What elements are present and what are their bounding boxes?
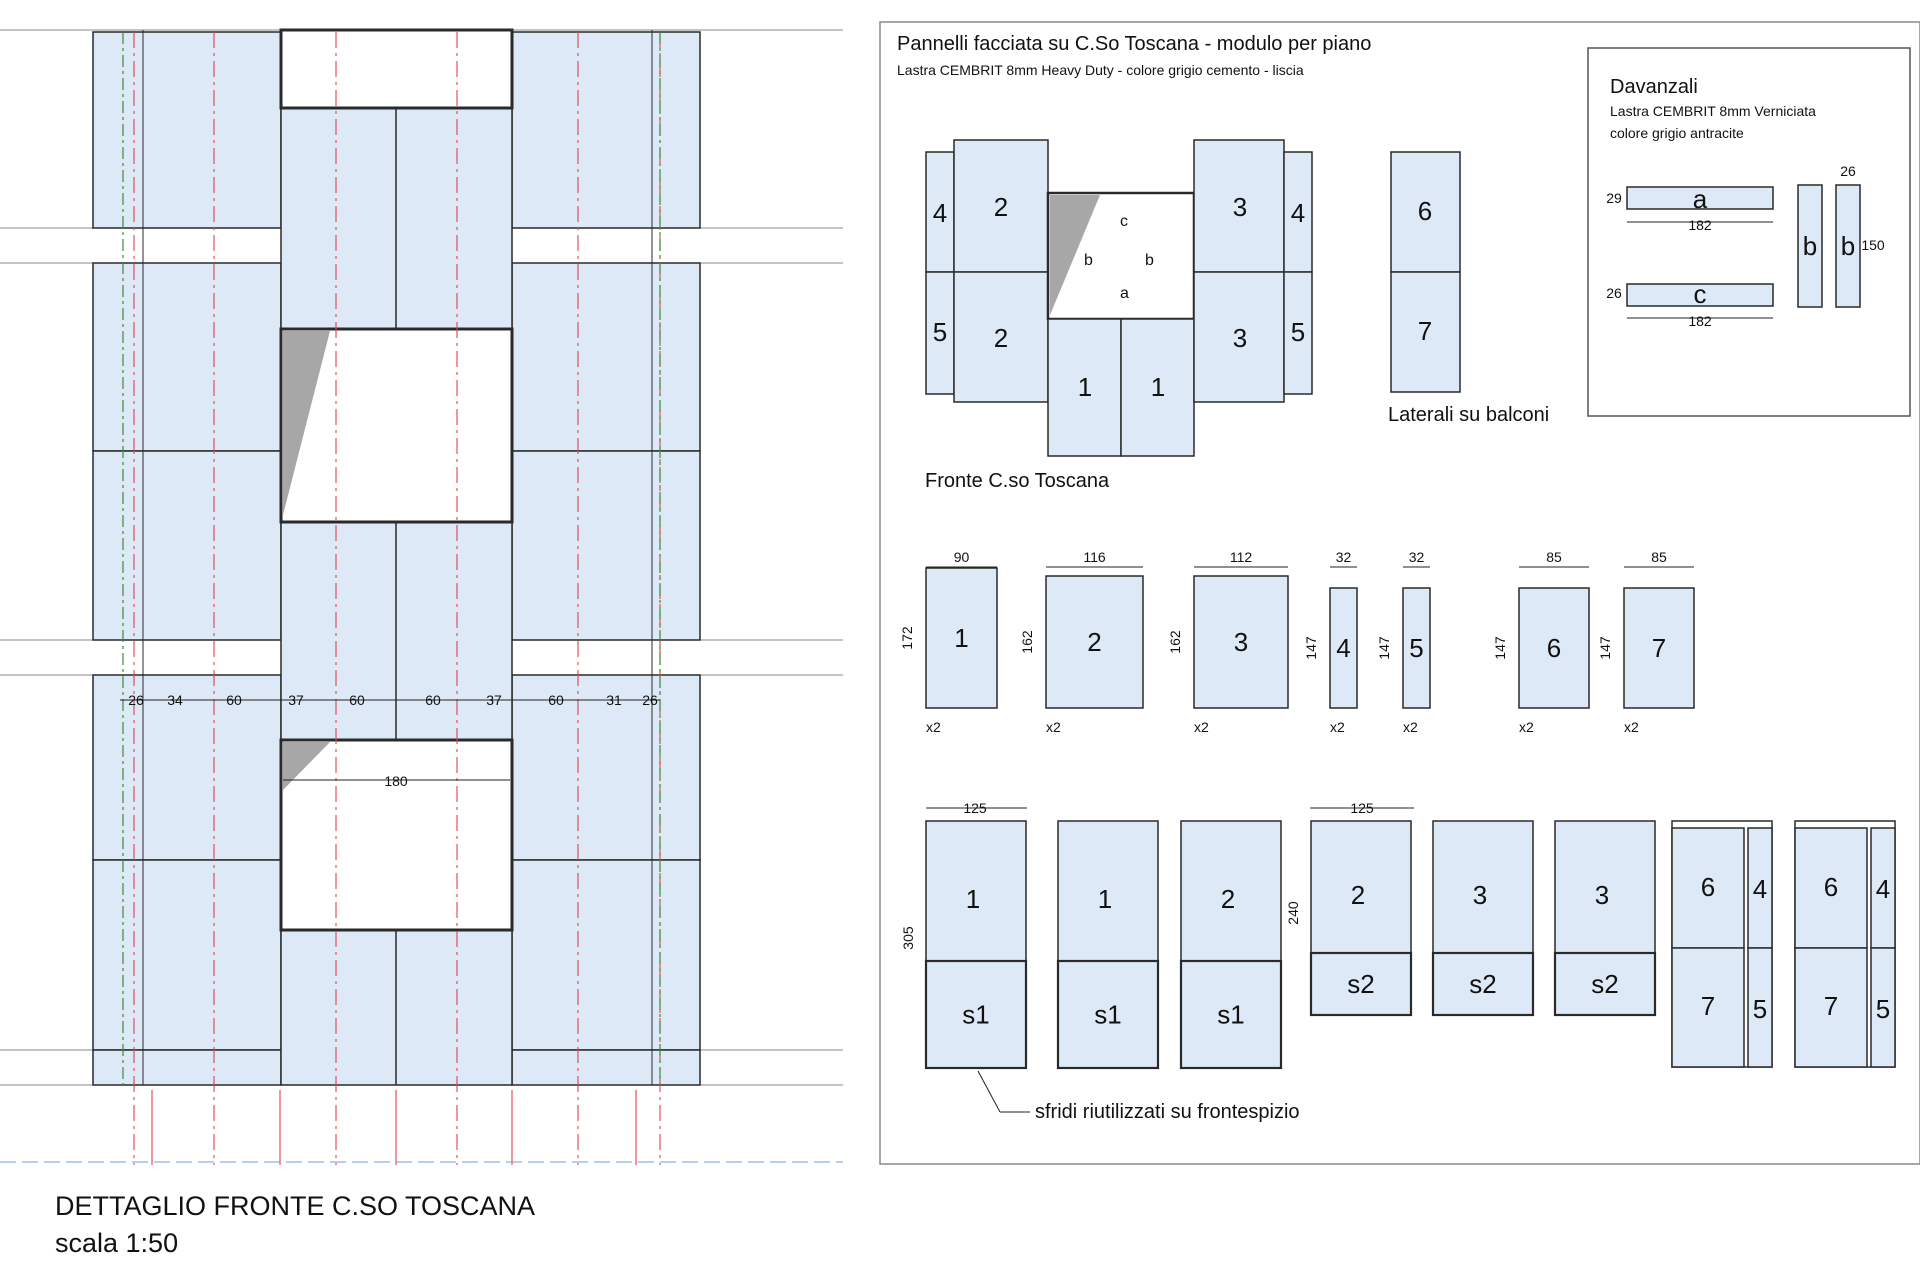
detail-title: DETTAGLIO FRONTE C.SO TOSCANA xyxy=(55,1191,536,1221)
catalog-panel-width: 85 xyxy=(1651,549,1667,565)
sheet-top-label: 3 xyxy=(1594,880,1610,910)
sheet-height-a: 305 xyxy=(900,926,916,950)
scrap-note: sfridi riutilizzati su frontespizio xyxy=(1035,1101,1300,1123)
left-pier-panels xyxy=(93,30,281,1085)
sill-a-width: 182 xyxy=(1688,217,1712,233)
catalog-panel-qty: x2 xyxy=(1403,719,1418,735)
dim-window-width: 180 xyxy=(384,773,408,789)
front-num-5-left: 5 xyxy=(932,317,948,347)
combo-label-5: 5 xyxy=(1752,994,1768,1024)
combo-label-4: 4 xyxy=(1752,874,1768,904)
front-num-3-top: 3 xyxy=(1232,192,1248,222)
catalog-panel-width: 90 xyxy=(953,549,970,565)
sill-label-b-right: b xyxy=(1145,252,1154,269)
front-label: Fronte C.so Toscana xyxy=(925,470,1110,492)
catalog-panel-label: 7 xyxy=(1651,633,1667,663)
catalog-panel-height: 147 xyxy=(1492,636,1508,660)
dim-31: 31 xyxy=(606,692,622,708)
front-num-4-right: 4 xyxy=(1290,198,1306,228)
balcony-label: Laterali su balconi xyxy=(1388,404,1550,426)
catalog-panel-height: 147 xyxy=(1597,636,1613,660)
dim-26-left: 26 xyxy=(128,692,144,708)
sheet-top-label: 1 xyxy=(1097,884,1113,914)
balcony-num-6: 6 xyxy=(1417,196,1433,226)
catalog-panel-width: 85 xyxy=(1546,549,1562,565)
right-pier-panels xyxy=(512,30,700,1085)
front-num-1-left: 1 xyxy=(1077,372,1093,402)
sheet-top-label: 3 xyxy=(1472,880,1488,910)
davanzali-title: Davanzali xyxy=(1610,76,1698,98)
sill-a-height: 29 xyxy=(1606,190,1622,206)
dim-37-b: 37 xyxy=(486,692,502,708)
catalog-panel-qty: x2 xyxy=(1046,719,1061,735)
scrap-label: s1 xyxy=(1094,999,1122,1030)
combo-label-7: 7 xyxy=(1823,991,1839,1021)
catalog-panel-width: 112 xyxy=(1229,549,1253,565)
dim-60-d: 60 xyxy=(548,692,564,708)
combo-label-5: 5 xyxy=(1875,994,1891,1024)
sheet-subtitle: Lastra CEMBRIT 8mm Heavy Duty - colore grigio cemento - liscia xyxy=(897,62,1304,78)
dim-60-a: 60 xyxy=(226,692,242,708)
dim-60-b: 60 xyxy=(349,692,365,708)
sheet-top-label: 2 xyxy=(1350,880,1366,910)
catalog-panel-qty: x2 xyxy=(1519,719,1534,735)
sheet-height-b: 240 xyxy=(1285,901,1301,925)
sheet-top-label: 2 xyxy=(1220,884,1236,914)
front-num-4-left: 4 xyxy=(932,198,948,228)
catalog-panel-label: 2 xyxy=(1087,627,1102,657)
combo-label-4: 4 xyxy=(1875,874,1891,904)
catalog-panel-height: 147 xyxy=(1376,636,1392,660)
dim-37-a: 37 xyxy=(288,692,304,708)
catalog-panel-label: 6 xyxy=(1546,633,1562,663)
front-num-5-right: 5 xyxy=(1290,317,1306,347)
sill-b-width: 26 xyxy=(1840,163,1856,179)
front-num-2-bottom: 2 xyxy=(993,323,1009,353)
sill-b-height: 150 xyxy=(1861,237,1885,253)
sill-c-label: c xyxy=(1693,279,1707,309)
catalog-panel-label: 5 xyxy=(1409,633,1424,663)
front-num-1-right: 1 xyxy=(1150,372,1166,402)
catalog-panel-label: 3 xyxy=(1233,627,1249,657)
dim-34: 34 xyxy=(167,692,183,708)
scrap-label: s1 xyxy=(1217,999,1245,1030)
catalog-panel-height: 147 xyxy=(1303,636,1319,660)
catalog-panel-width: 116 xyxy=(1083,549,1106,565)
sheet-title: Pannelli facciata su C.So Toscana - modulo per piano xyxy=(897,33,1372,55)
sill-label-a: a xyxy=(1120,285,1129,302)
dim-60-c: 60 xyxy=(425,692,441,708)
combo-label-6: 6 xyxy=(1823,872,1839,902)
sill-b-label-right: b xyxy=(1840,231,1856,261)
scrap-label: s2 xyxy=(1591,969,1619,999)
catalog-panel-qty: x2 xyxy=(1194,719,1209,735)
combo-label-7: 7 xyxy=(1700,991,1716,1021)
catalog-panel-qty: x2 xyxy=(1330,719,1345,735)
davanzali-line1: Lastra CEMBRIT 8mm Verniciata xyxy=(1610,103,1816,119)
davanzali-box xyxy=(1588,48,1910,416)
sill-a-label: a xyxy=(1692,184,1708,214)
central-panels xyxy=(281,108,512,1085)
combo-label-6: 6 xyxy=(1700,872,1716,902)
sheet-width-b: 125 xyxy=(1350,800,1374,816)
front-num-2-top: 2 xyxy=(993,192,1009,222)
catalog-panel-height: 172 xyxy=(899,626,915,650)
elevation-detail xyxy=(0,30,843,1258)
scrap-label: s1 xyxy=(962,999,990,1030)
davanzali-line2: colore grigio antracite xyxy=(1610,125,1744,141)
sill-b-label-left: b xyxy=(1802,231,1818,261)
catalog-panel-label: 4 xyxy=(1336,633,1351,663)
sheet-width-a: 125 xyxy=(963,800,987,816)
sill-c-width: 182 xyxy=(1688,313,1712,329)
catalog-panel-qty: x2 xyxy=(926,719,941,735)
sheet-top-label: 1 xyxy=(965,884,981,914)
detail-scale: scala 1:50 xyxy=(55,1228,179,1258)
catalog-panel-label: 1 xyxy=(954,623,969,653)
sill-c-height: 26 xyxy=(1606,285,1622,301)
balcony-num-7: 7 xyxy=(1417,316,1433,346)
catalog-panel-height: 162 xyxy=(1167,630,1183,654)
catalog-panel-width: 32 xyxy=(1408,549,1425,565)
front-num-3-bottom: 3 xyxy=(1232,323,1248,353)
catalog-panel-qty: x2 xyxy=(1624,719,1639,735)
scrap-label: s2 xyxy=(1469,969,1497,999)
sill-label-c: c xyxy=(1120,213,1128,230)
catalog-panel-width: 32 xyxy=(1335,549,1352,565)
scrap-label: s2 xyxy=(1347,969,1375,999)
sill-label-b-left: b xyxy=(1084,252,1093,269)
catalog-panel-height: 162 xyxy=(1019,630,1035,654)
dim-26-right: 26 xyxy=(642,692,658,708)
